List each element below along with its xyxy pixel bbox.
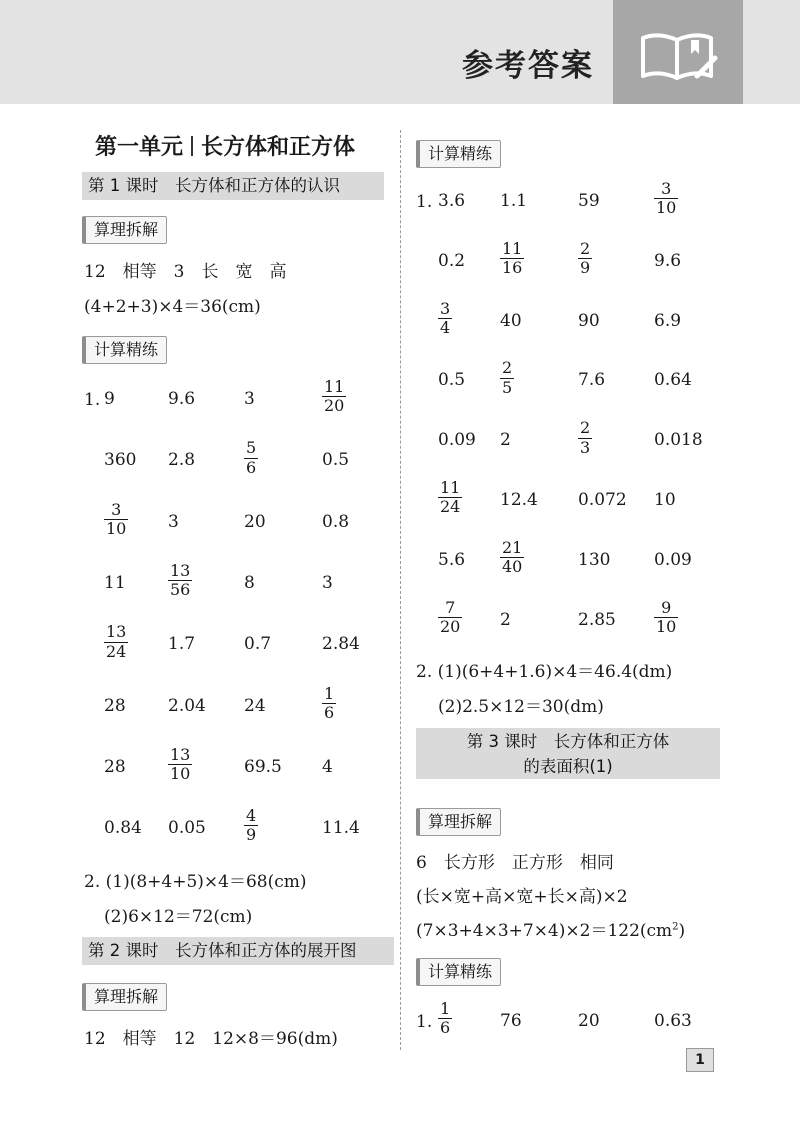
answer-cell: 0.5 [322, 450, 350, 471]
unit-exponent: 2 [672, 921, 679, 933]
fraction: $\frac{3}{4}$ [440, 298, 451, 337]
fraction: $\frac{13}{10}$ [170, 744, 191, 784]
title-separator [191, 136, 193, 156]
answer-cell [168, 746, 192, 784]
fraction: $\frac{13}{24}$ [106, 622, 127, 661]
page-number: 1 [686, 1048, 714, 1072]
answer-cell: 10 [654, 490, 676, 510]
practice-tag-1: 计算精练 [82, 336, 167, 364]
answer-cell: 0.64 [654, 370, 692, 391]
answer-cell [168, 562, 192, 600]
answer-cell: 2 [500, 609, 511, 630]
item-number: 1. [416, 1012, 433, 1032]
answer-cell: 69.5 [244, 756, 282, 777]
book-icon-box [613, 0, 743, 104]
practice-tag-2: 计算精练 [416, 140, 501, 168]
fraction: $\frac{2}{5}$ [502, 358, 513, 397]
answer-cell: 9.6 [654, 250, 682, 271]
fraction: $\frac{2}{3}$ [580, 418, 591, 457]
answer-cell [322, 378, 346, 416]
page-title: 参考答案 [462, 48, 594, 84]
answer-cell: 2.8 [168, 450, 196, 471]
lesson-3-line-2: 的表面积(1) [523, 757, 613, 776]
theory-3-formula: (7×3+4×3+7×4)×2＝122(cm [416, 921, 673, 941]
fraction: $\frac{3}{10}$ [106, 499, 127, 538]
answer-cell: 3 [322, 572, 333, 593]
unit-title [95, 130, 355, 161]
answer-cell: 0.018 [654, 430, 703, 451]
answer-cell: 0.2 [438, 250, 466, 271]
answer-cell: 2.04 [168, 695, 206, 716]
theory-3-line-2: (长×宽+高×宽+长×高)×2 [416, 887, 628, 907]
column-divider [400, 130, 401, 1050]
fraction: $\frac{4}{9}$ [246, 806, 257, 845]
answer-cell [578, 419, 592, 457]
question-2-line-1-right: 2. (1)(6+4+1.6)×4＝46.4(dm) [416, 662, 673, 682]
fraction: $\frac{13}{56}$ [170, 560, 191, 600]
answer-cell: 9.6 [168, 389, 196, 409]
fraction: $\frac{2}{9}$ [580, 238, 591, 278]
answer-cell [322, 685, 336, 723]
answer-cell [654, 599, 678, 637]
answer-cell [500, 359, 514, 397]
unit-name: 长方体和正方体 [201, 134, 356, 160]
fraction: $\frac{3}{10}$ [656, 179, 677, 218]
answer-cell: 0.5 [438, 370, 466, 391]
lesson-2-heading: 第 2 课时 长方体和正方体的展开图 [82, 937, 394, 965]
answer-cell: 0.09 [654, 549, 692, 570]
answer-cell: 28 [104, 756, 126, 777]
answer-cell: 24 [244, 695, 266, 716]
answer-cell: 9 [104, 389, 115, 409]
answer-cell [438, 599, 462, 637]
answer-cell [104, 623, 128, 661]
answer-cell [500, 539, 524, 577]
answer-cell: 90 [578, 310, 600, 331]
answer-cell [500, 240, 524, 278]
answer-cell: 76 [500, 1011, 522, 1031]
question-2-line-1: 2. (1)(8+4+5)×4＝68(cm) [84, 872, 307, 892]
answer-cell: 12.4 [500, 490, 538, 510]
item-number: 1. [84, 390, 101, 410]
closing-paren: ) [678, 921, 686, 941]
lesson-3-line-1: 第 3 课时 长方体和正方体 [466, 732, 670, 751]
answer-cell [438, 1000, 452, 1038]
answer-cell: 0.09 [438, 430, 476, 451]
theory-2-line-1: 12 相等 12 12×8＝96(dm) [84, 1029, 338, 1049]
answer-cell: 11.4 [322, 818, 360, 839]
answer-cell: 0.072 [578, 490, 627, 510]
fraction: $\frac{21}{40}$ [502, 537, 523, 577]
answer-cell: 3 [244, 389, 255, 409]
answer-cell: 3 [168, 511, 179, 532]
answer-cell: 28 [104, 695, 126, 716]
answer-cell: 6.9 [654, 310, 682, 331]
item-number: 1. [416, 192, 433, 212]
theory-tag-3: 算理拆解 [416, 808, 501, 836]
theory-1-line-2: (4+2+3)×4＝36(cm) [84, 297, 261, 317]
fraction: $\frac{5}{6}$ [246, 438, 257, 477]
answer-cell: 5.6 [438, 549, 466, 570]
answer-cell: 20 [244, 511, 266, 532]
answer-cell [104, 501, 128, 539]
theory-tag-2: 算理拆解 [82, 983, 167, 1011]
fraction: $\frac{1}{6}$ [324, 683, 335, 722]
answer-cell: 1.1 [500, 191, 528, 211]
theory-3-line-3 [416, 916, 685, 941]
answer-cell [654, 180, 678, 218]
fraction: $\frac{11}{16}$ [502, 238, 523, 278]
answer-cell: 130 [578, 549, 611, 570]
unit-number: 第一单元 [95, 134, 184, 160]
answer-cell: 0.84 [104, 818, 142, 839]
answer-cell: 59 [578, 191, 600, 211]
answer-cell: 1.7 [168, 634, 196, 655]
answer-cell: 2.85 [578, 609, 616, 630]
theory-1-line-1: 12 相等 3 长 宽 高 [84, 262, 287, 282]
fraction: $\frac{1}{6}$ [440, 999, 451, 1038]
question-2-line-2-right: (2)2.5×12＝30(dm) [438, 697, 604, 717]
lesson-3-heading [416, 728, 720, 779]
book-pencil-icon [637, 28, 719, 84]
fraction: $\frac{11}{24}$ [440, 478, 461, 517]
answer-cell: 0.7 [244, 634, 272, 655]
answer-cell: 40 [500, 310, 522, 331]
answer-cell: 8 [244, 572, 255, 593]
answer-cell [438, 479, 462, 517]
answer-cell [578, 240, 592, 278]
lesson-1-heading: 第 1 课时 长方体和正方体的认识 [82, 172, 384, 200]
answer-cell: 11 [104, 572, 126, 593]
answer-cell: 360 [104, 450, 137, 471]
practice-tag-3: 计算精练 [416, 958, 501, 986]
answer-cell: 7.6 [578, 370, 606, 391]
fraction: $\frac{7}{20}$ [440, 597, 461, 636]
answer-cell [438, 300, 452, 338]
answer-cell: 2.84 [322, 634, 360, 655]
fraction: $\frac{9}{10}$ [656, 597, 677, 636]
answer-cell: 0.05 [168, 818, 206, 839]
answer-cell: 3.6 [438, 191, 466, 211]
fraction: $\frac{11}{20}$ [324, 377, 345, 416]
question-2-line-2: (2)6×12＝72(cm) [104, 907, 253, 927]
theory-3-line-1: 6 长方形 正方形 相同 [416, 853, 614, 873]
answer-cell: 0.63 [654, 1011, 692, 1031]
answer-cell: 0.8 [322, 511, 350, 532]
answer-cell: 4 [322, 756, 333, 777]
answer-cell [244, 439, 258, 477]
answer-cell: 20 [578, 1011, 600, 1031]
answer-cell [244, 807, 258, 845]
theory-tag-1: 算理拆解 [82, 216, 167, 244]
answer-cell: 2 [500, 430, 511, 451]
